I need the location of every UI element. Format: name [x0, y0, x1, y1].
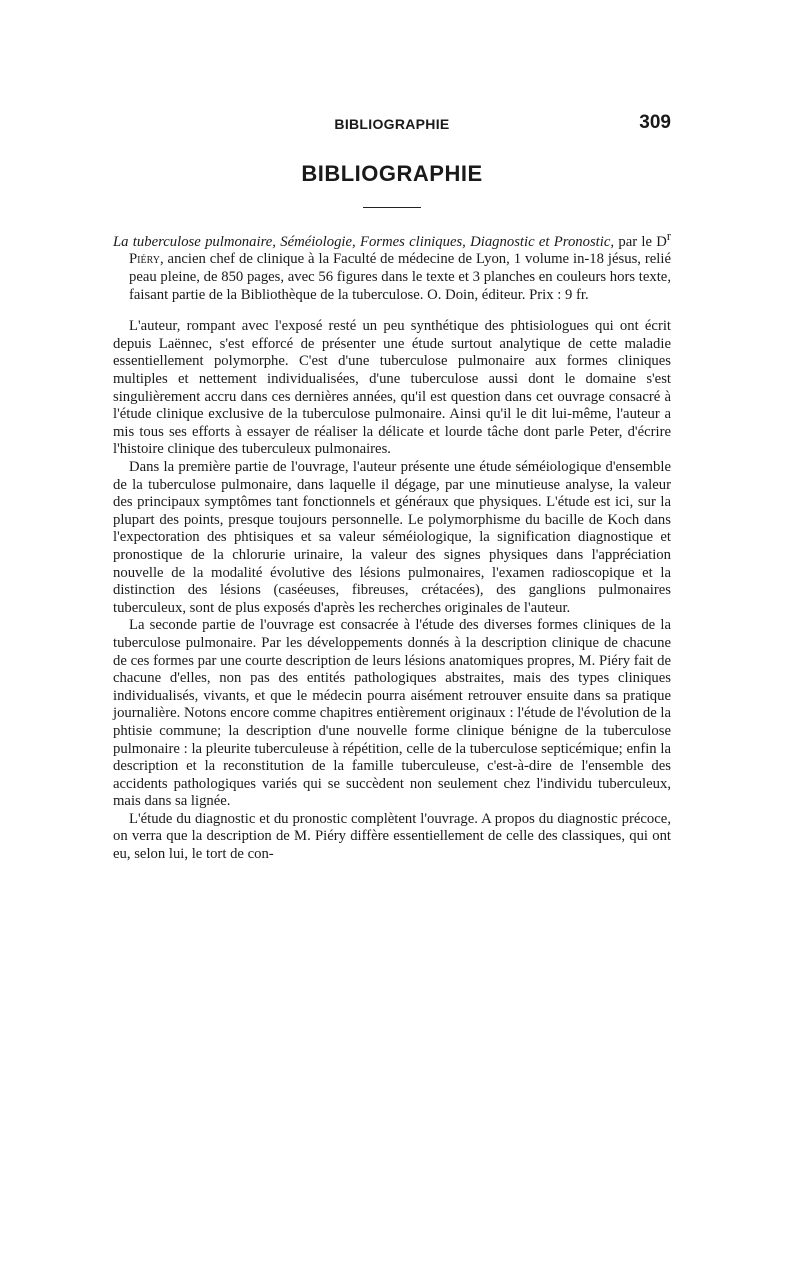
paragraph: L'étude du diagnostic et du pronostic complètent l'ouvrage. A propos du diagnostic précoce, on verra que la description de M. Piéry diffère essentiellement de celle des classiques, qui ont eu, selon lui, le tort de con-	[113, 810, 671, 863]
paragraph: L'auteur, rompant avec l'exposé resté un peu synthétique des phtisiologues qui ont écrit depuis Laënnec, s'est efforcé de présenter une étude surtout analytique de cette maladie essentiellement polymorphe. C'est d'une tuberculose pulmonaire aux formes cliniques multiples et nettement individualisées, d'une tuberculose aussi dont le domaine s'est singulièrement accru dans ces dernières années, qu'il est question dans cet ouvrage consacré à l'étude clinique exclusive de la tuberculose pulmonaire. Ainsi qu'il le dit lui-même, l'auteur a mis tous ses efforts à essayer de réaliser la délicate et lourde tâche dont parle Peter, d'écrire l'histoire clinique des tuberculeux pulmonaires.	[113, 318, 671, 458]
paragraph: La seconde partie de l'ouvrage est consacrée à l'étude des diverses formes cliniques de la tuberculose pulmonaire. Par les développements donnés à la description clinique de chacune de ces formes par une courte description de leurs lésions anatomiques propres, M. Piéry fait de chacune d'elles, non pas des entités pathologiques abstraites, mais des types cliniques individualisés, vivants, et que le médecin pourra aisément retrouver ensuite dans sa pratique journalière. Notons encore comme chapitres entièrement originaux : l'étude de l'évolution de la phtisie commune; la description d'une nouvelle forme clinique bénigne de la tuberculose pulmonaire : la pleurite tuberculeuse à répétition, celle de la tuberculose septicémique; enfin la description et la reconstitution de la famille tuberculeuse, c'est-à-dire de l'ensemble des accidents pathologiques variés qui se succèdent non seulement chez l'individu tuberculeux, mais dans sa lignée.	[113, 617, 671, 810]
entry-by: par le D	[614, 233, 667, 250]
bibliographic-entry	[113, 228, 671, 304]
running-title: BIBLIOGRAPHIE	[334, 116, 450, 132]
running-header	[113, 112, 671, 136]
section-title: BIBLIOGRAPHIE	[301, 161, 483, 186]
book-page	[113, 112, 671, 864]
page-number: 309	[639, 112, 671, 133]
entry-sup: r	[666, 229, 671, 243]
entry-author: Piéry	[129, 251, 160, 268]
title-rule	[363, 207, 421, 208]
review-body	[113, 318, 671, 863]
entry-title: La tuberculose pulmonaire, Séméiologie, Formes cliniques, Diagnostic et Pronostic,	[113, 233, 615, 250]
paragraph: Dans la première partie de l'ouvrage, l'auteur présente une étude séméiologique d'ensemble de la tuberculose pulmonaire, dans laquelle il dégage, par une minutieuse analyse, la valeur des principaux symptômes tant fonctionnels et généraux que physiques. L'étude est ici, sur la plupart des points, presque toujours personnelle. Le polymorphisme du bacille de Koch dans l'expectoration des phtisiques et sa valeur séméiologique, la signification diagnostique et pronostique de la chlorurie urinaire, la valeur des signes physiques dans l'appréciation nouvelle de la modalité évolutive des lésions pulmonaires, l'examen radioscopique et la distinction des lésions (caséeuses, fibreuses, crétacées), des ganglions pulmonaires tuberculeux, sont de plus exposés d'après les recherches originales de l'auteur.	[113, 459, 671, 616]
entry-details: , ancien chef de clinique à la Faculté de médecine de Lyon, 1 volume in-18 jésus, relié peau pleine, de 850 pages, avec 56 figures dans le texte et 3 planches en couleurs hors texte, faisant partie de la Bibliothèque de la tuberculose. O. Doin, éditeur. Prix : 9 fr.	[129, 251, 671, 303]
